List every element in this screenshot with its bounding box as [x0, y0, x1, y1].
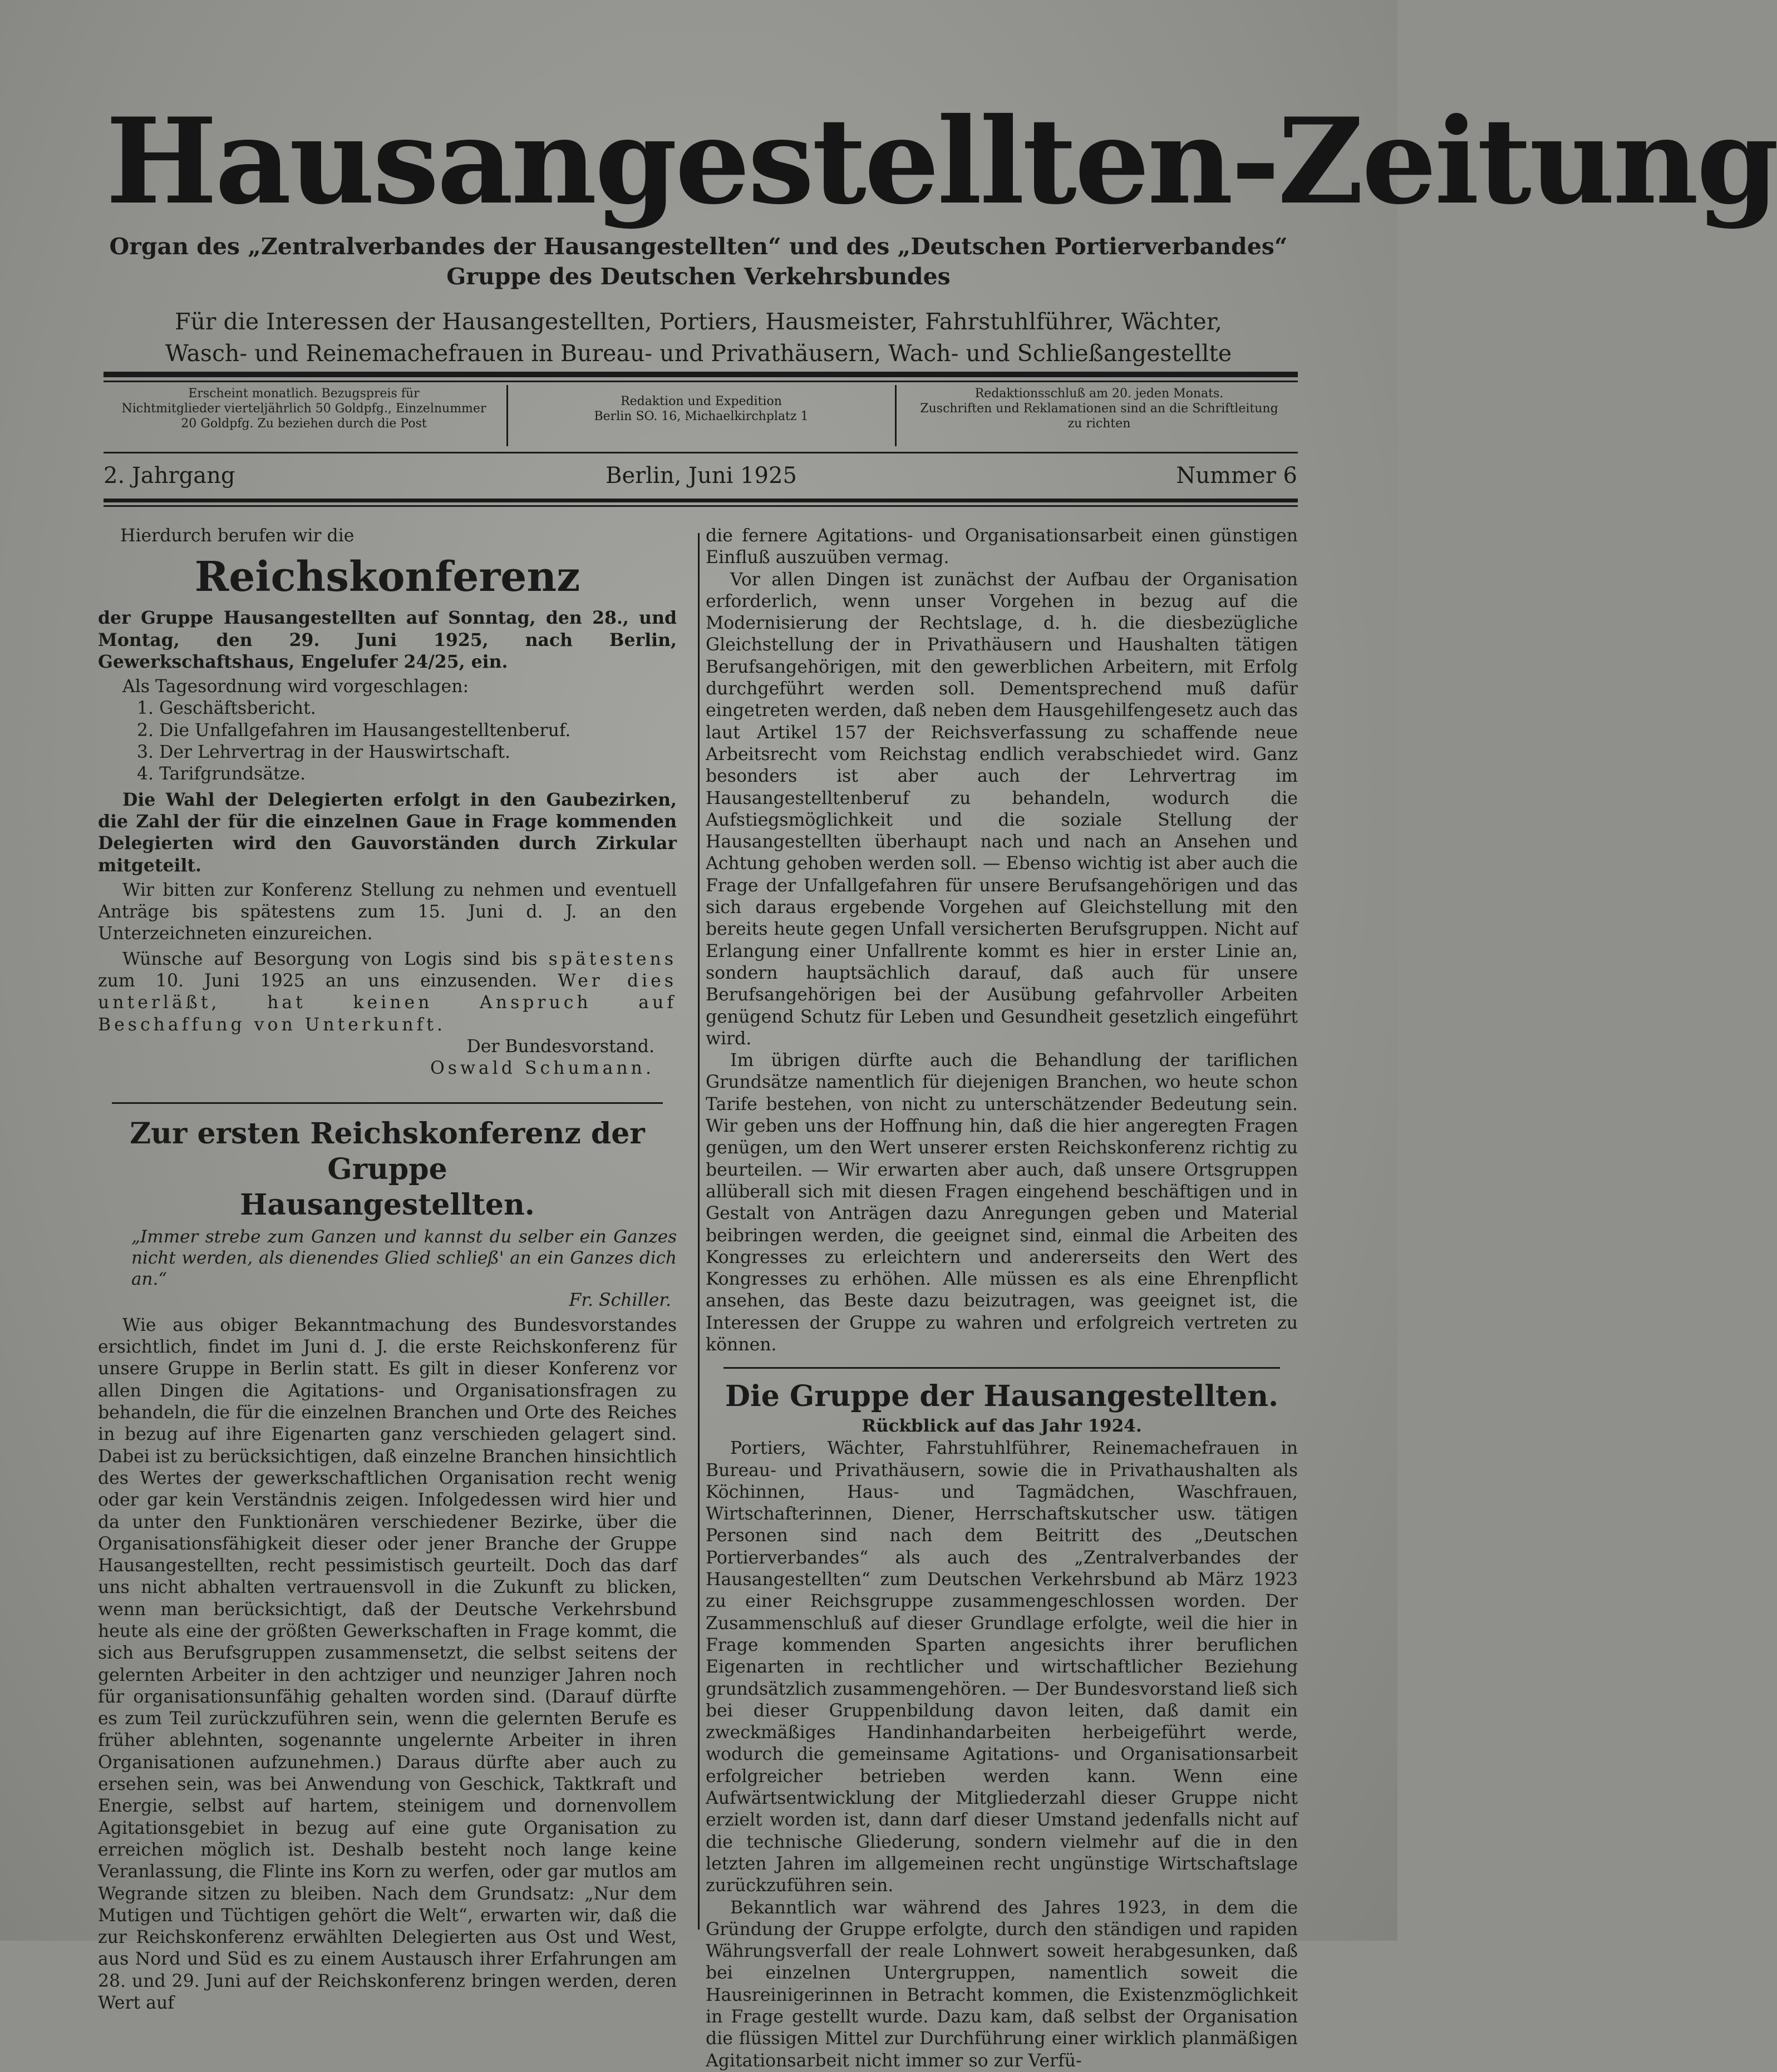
place-date: Berlin, Juni 1925 [606, 463, 797, 489]
signature-name: Oswald Schumann. [430, 1058, 654, 1079]
info-deadline-line-2: Zuschriften und Reklamationen sind an die Schriftleitung [920, 402, 1278, 416]
issue-number: Nummer 6 [1176, 463, 1297, 489]
organ-subtitle [100, 231, 1297, 292]
agenda-item: 3. Der Lehrvertrag in der Hauswirtschaft. [137, 742, 511, 763]
header-rule-top-thin [104, 381, 1298, 382]
info-divider-1 [506, 385, 508, 446]
info-subscription [104, 386, 504, 447]
info-editorial-office [512, 386, 890, 455]
announcement-title: Reichskonferenz [194, 553, 580, 601]
agenda-intro: Als Tagesordnung wird vorgeschlagen: [122, 677, 469, 697]
agenda-item: 2. Die Unfallgefahren im Hausangestelltenberuf. [137, 720, 571, 741]
interests-line-1: Für die Interessen der Hausangestellten, Portiers, Hausmeister, Fahrstuhlführer, Wächter, [175, 308, 1222, 335]
announcement-intro: Hierdurch berufen wir die [120, 526, 355, 546]
info-editorial-line-2: Berlin SO. 16, Michaelkirchplatz 1 [594, 410, 809, 423]
info-divider-2 [895, 385, 897, 446]
section-divider [723, 1367, 1280, 1369]
info-deadline [900, 386, 1298, 447]
article1-paragraph-2: die fernere Agitations- und Organisationsarbeit einen günstigen Einfluß auszuüben vermag. [706, 526, 1298, 568]
agenda-item: 4. Tarifgrundsätze. [137, 764, 306, 785]
text-4a: Wünsche auf Besorgung von Logis sind bis [122, 949, 549, 969]
text-4d: Wer dies unterläßt, hat keinen Anspruch auf Beschaffung von Unterkunft. [98, 971, 677, 1035]
agenda-list [98, 698, 677, 785]
article2-paragraph-1: Portiers, Wächter, Fahrstuhlführer, Reinemachefrauen in Bureau- und Privathäusern, sowie die in Privathaushalten als Köchinnen, Haus- und Tagmädchen, Waschfrauen, Wirtschafterinnen, Diener, Herrschaftskutscher usw. tätigen Personen sind nach dem Beitritt des „Deutschen Portierverbandes“ als auch des „Zentralverbandes der Hausangestellten“ zum Deutschen Verkehrsbund ab März 1923 zu einer Reichsgruppe zusammengeschlossen worden. Der Zusammenschluß auf dieser Grundlage erfolgte, weil die hier in Frage kommenden Sparten angesichts ihrer beruflichen Eigenarten in rechtlicher und wirtschaftlicher Beziehung grundsätzlich zusammengehören. — Der Bundesvorstand ließ sich bei dieser Gruppenbildung davon leiten, daß damit ein zweckmäßiges Handinhandarbeiten herbeigeführt werde, wodurch die gemeinsame Agitations- und Organisationsarbeit erfolgreicher betrieben werden kann. Wenn eine Aufwärtsentwicklung der Mitgliederzahl dieser Gruppe nicht erzielt worden ist, dann darf dieser Umstand jedenfalls nicht auf die technische Gliederung, sondern vielmehr auf die in den letzten Jahren im allgemeinen recht ungünstige Wirtschaftslage zurückzuführen sein. [706, 1438, 1298, 1896]
header-rule-bottom [104, 499, 1298, 502]
article1-paragraph-4: Im übrigen dürfte auch die Behandlung der tariflichen Grundsätze namentlich für diejenigen Branchen, wo heute schon Tarife bestehen, von nicht zu unterschätzender Bedeutung sein. Wir geben uns der Hoffnung hin, daß die hier angeregten Fragen genügen, um den Wert unserer ersten Reichskonferenz richtig zu beurteilen. — Wir erwarten aber auch, daß unsere Ortsgruppen allüberall sich mit diesen Fragen eingehend beschäftigen und in Gestalt von Anträgen dazu Anregungen geben und Material beibringen werden, die geeignet sind, einmal die Arbeiten des Kongresses zu erleichtern und andererseits den Wert des Kongresses zu erhöhen. Alle müssen es als eine Ehrenpflicht ansehen, das Beste dazu beizutragen, was geeignet ist, die Interessen der Gruppe zu wahren und erfolgreich vertreten zu können. [706, 1050, 1298, 1355]
text-4b: spätestens [548, 949, 677, 969]
info-subscription-line-2: Nichtmitglieder vierteljährlich 50 Goldpfg., Einzelnummer [121, 402, 486, 416]
info-subscription-line-3: 20 Goldpfg. Zu beziehen durch die Post [181, 417, 427, 431]
article1-title-line-2: Hausangestellten. [240, 1187, 535, 1222]
article1-paragraph-1: Wie aus obiger Bekanntmachung des Bundesvorstandes ersichtlich, findet im Juni d. J. die erste Reichskonferenz für unsere Gruppe in Berlin statt. Es gilt in dieser Konferenz vor allen Dingen die Agitations- und Organisationsfragen zu behandeln, die für die einzelnen Branchen und Orte des Reiches in bezug auf ihre Eigenarten ganz verschieden gelagert sind. Dabei ist zu berücksichtigen, daß einzelne Branchen hinsichtlich des Wertes der gewerkschaftlichen Organisation recht wenig oder gar kein Verständnis zeigen. Infolgedessen wird hier und da unter den Funktionären verschiedener Bezirke, über die Organisationsfähigkeit dieser oder jener Branche der Gruppe Hausangestellten, recht pessimistisch geurteilt. Doch das darf uns nicht abhalten vertrauensvoll in die Zukunft zu blicken, wenn man berücksichtigt, daß der Deutsche Verkehrsbund heute als eine der größten Gewerkschaften in Frage kommt, die sich aus Berufsgruppen zusammensetzt, die selbst seitens der gelernten Arbeiter in den achtziger und neunziger Jahren noch für organisationsunfähig gehalten worden sind. (Darauf dürfte es zum Teil zurückzuführen sein, wenn die gelernten Berufe es früher ablehnten, sogenannte ungelernte Arbeiter in ihren Organisationen aufzunehmen.) Daraus dürfte aber auch zu ersehen sein, was bei Anwendung von Geschick, Taktkraft und Energie, selbst auf hartem, steinigem und dornenvollem Agitationsgebiet in bezug auf eine gute Organisation zu erreichen möglich ist. Deshalb besteht noch lange keine Veranlassung, die Flinte ins Korn zu werfen, oder gar mutlos am Wegrande sitzen zu bleiben. Nach dem Grundsatz: „Nur dem Mutigen und Tüchtigen gehört die Welt“, erwarten wir, daß die zur Reichskonferenz erwählten Delegierten aus Ost und West, aus Nord und Süd es zu einem Austausch ihrer Erfahrungen am 28. und 29. Juni auf der Reichskonferenz bringen werden, deren Wert auf [98, 1315, 677, 2014]
article2-subtitle: Rückblick auf das Jahr 1924. [862, 1416, 1142, 1437]
article1-paragraph-3: Vor allen Dingen ist zunächst der Aufbau der Organisation erforderlich, wenn unser Vorgehen in bezug auf die Modernisierung der Rechtslage, d. h. die diesbezügliche Gleichstellung der in Privathäusern und Haushalten tätigen Berufsangehörigen, mit den gewerblichen Arbeitern, mit Erfolg durchgeführt werden soll. Dementsprechend muß dafür eingetreten werden, daß neben dem Hausgehilfengesetz auch das laut Artikel 157 der Reichsverfassung zu schaffende neue Arbeitsrecht vom Reichstag endlich verabschiedet wird. Ganz besonders ist aber auch der Lehrvertrag im Hausangestelltenberuf zu behandeln, wodurch die Aufstiegsmöglichkeit und die soziale Stellung der Hausangestellten überhaupt nach und nach an Ansehen und Achtung gehoben werden soll. — Ebenso wichtig ist aber auch die Frage der Unfallgefahren für unsere Berufsangehörigen und das sich daraus ergebende Vorgehen auf Gleichstellung mit den bereits heute gegen Unfall versicherten Berufsgruppen. Nicht auf Erlangung einer Unfallrente kommt es hier in erster Linie an, sondern hauptsächlich darauf, daß auch für unsere Berufsangehörigen bei der Ausübung gefahrvoller Arbeiten genügend Schutz für Leben und Gesundheit gesetzlich eingeführt wird. [706, 569, 1298, 1049]
article1-quote-author: Fr. Schiller. [569, 1290, 671, 1310]
header-rule-bottom-thin [104, 505, 1298, 507]
info-editorial-line-1: Redaktion und Expedition [621, 394, 782, 408]
left-column [98, 525, 677, 2014]
right-column [706, 525, 1298, 2072]
header-rule-top [104, 372, 1298, 377]
column-divider [698, 533, 700, 1930]
volume-label: 2. Jahrgang [104, 463, 235, 489]
article1-title-line-1: Zur ersten Reichskonferenz der Gruppe [130, 1116, 645, 1186]
article2-title: Die Gruppe der Hausangestellten. [725, 1379, 1279, 1414]
header-rule-mid [104, 452, 1298, 453]
organ-line-1: Organ des „Zentralverbandes der Hausangestellten“ und des „Deutschen Portierverbandes“ [109, 233, 1288, 260]
text-4c: zum 10. Juni 1925 an uns einzusenden. [98, 971, 558, 991]
announcement-text-2: Die Wahl der Delegierten erfolgt in den Gaubezirken, die Zahl der für die einzelnen Gaue in Frage kommenden Delegierten wird den Gauvorständen durch Zirkular mitgeteilt. [98, 789, 677, 876]
interests-subtitle [100, 306, 1297, 369]
announcement-text-4 [98, 949, 677, 1036]
article2-paragraph-2: Bekanntlich war während des Jahres 1923, in dem die Gründung der Gruppe erfolgte, durch den ständigen und rapiden Währungsverfall der reale Lohnwert soweit herabgesunken, daß bei einzelnen Untergruppen, namentlich soweit die Hausreinigerinnen in Betracht kommen, die Existenzmöglichkeit in Frage gestellt wurde. Dazu kam, daß selbst der Organisation die flüssigen Mittel zur Durchführung einer wirklich planmäßigen Agitationsarbeit nicht immer so zur Verfü- [706, 1897, 1298, 2071]
masthead-title: Hausangestellten-Zeitung [106, 92, 1777, 230]
announcement-text-3: Wir bitten zur Konferenz Stellung zu nehmen und eventuell Anträge bis spätestens zum 15. Juni d. J. an den Unterzeichneten einzureichen. [98, 880, 677, 944]
announcement-text-1: der Gruppe Hausangestellten auf Sonntag, den 28., und Montag, den 29. Juni 1925, nach Berlin, Gewerkschaftshaus, Engelufer 24/25, ein. [98, 608, 677, 672]
info-deadline-line-3: zu richten [1067, 417, 1131, 431]
section-divider [112, 1102, 663, 1104]
agenda-item: 1. Geschäftsbericht. [137, 698, 316, 719]
interests-line-2: Wasch- und Reinemachefrauen in Bureau- und Privathäusern, Wach- und Schließangestellte [165, 340, 1232, 367]
info-subscription-line-1: Erscheint monatlich. Bezugspreis für [188, 387, 420, 401]
organ-line-2: Gruppe des Deutschen Verkehrsbundes [446, 263, 951, 290]
article1-quote: „Immer strebe zum Ganzen und kannst du selber ein Ganzes nicht werden, als dienendes Glied schließ' an ein Ganzes dich an.“ [131, 1226, 677, 1289]
info-deadline-line-1: Redaktionsschluß am 20. jeden Monats. [974, 387, 1224, 401]
signature-board: Der Bundesvorstand. [466, 1036, 654, 1057]
